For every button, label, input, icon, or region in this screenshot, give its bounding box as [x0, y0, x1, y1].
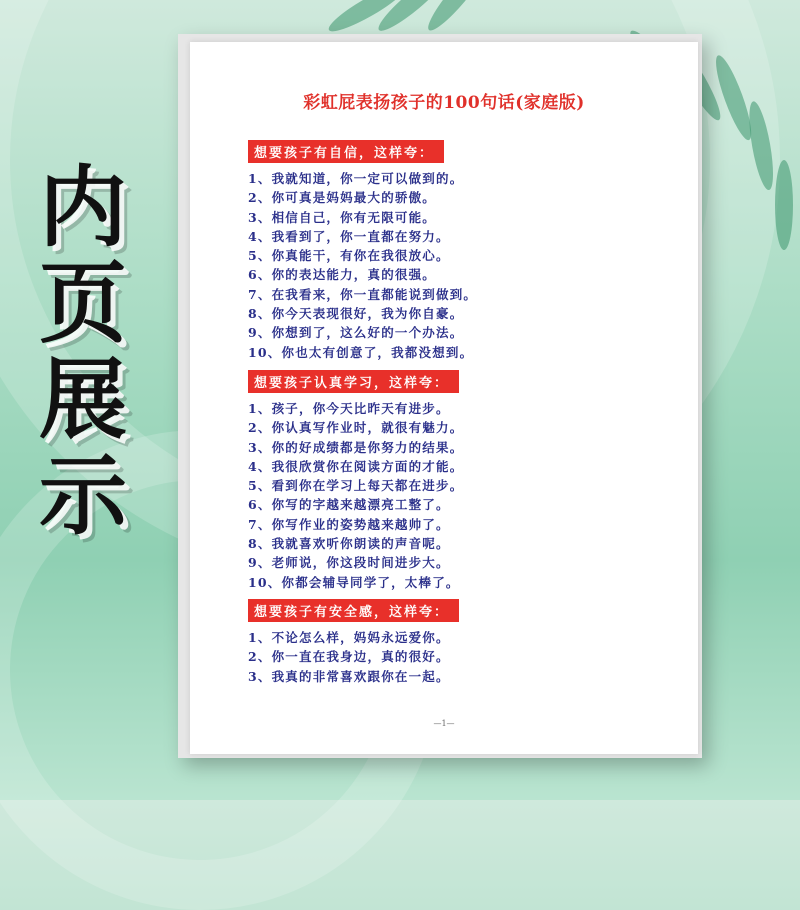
list-item: 7、你写作业的姿势越来越帅了。 — [248, 516, 450, 532]
list-item: 1、不论怎么样，妈妈永远爱你。 — [248, 630, 450, 645]
list-item: 3、你的好成绩都是你努力的结果。 — [248, 439, 464, 455]
list-item: 7、在我看来，你一直都能说到做到。 — [248, 286, 478, 302]
phrase-list — [248, 628, 459, 686]
side-title — [28, 156, 138, 547]
side-title-char: 示 — [38, 444, 127, 547]
list-item: 10、你也太有创意了，我都没想到。 — [248, 344, 474, 360]
list-item: 8、我就喜欢听你朗读的声音呢。 — [248, 536, 450, 552]
list-item: 5、看到你在学习上每天都在进步。 — [248, 478, 464, 494]
list-item: 2、你认真写作业时，就很有魅力。 — [248, 420, 464, 436]
list-item: 3、相信自己，你有无限可能。 — [248, 209, 436, 225]
section-confidence — [248, 140, 477, 362]
list-item: 4、我很欣赏你在阅读方面的才能。 — [248, 458, 464, 474]
section-heading: 想要孩子有自信，这样夸： — [248, 140, 444, 163]
list-item: 9、老师说，你这段时间进步大。 — [248, 555, 450, 571]
side-title-char: 内 — [38, 156, 127, 259]
list-item: 8、你今天表现很好，我为你自豪。 — [248, 306, 464, 322]
section-security — [248, 599, 459, 686]
list-item: 1、我就知道，你一定可以做到的。 — [248, 171, 464, 186]
side-title-char: 展 — [38, 348, 127, 451]
document-page — [190, 42, 698, 754]
section-heading: 想要孩子认真学习，这样夸： — [248, 370, 459, 393]
phrase-list — [248, 169, 477, 362]
list-item: 2、你一直在我身边，真的很好。 — [248, 649, 450, 665]
section-heading: 想要孩子有安全感，这样夸： — [248, 599, 459, 622]
list-item: 5、你真能干，有你在我很放心。 — [248, 248, 450, 264]
list-item: 6、你的表达能力，真的很强。 — [248, 267, 436, 283]
list-item: 9、你想到了，这么好的一个办法。 — [248, 325, 464, 341]
side-title-char: 页 — [38, 252, 127, 355]
document-title: 彩虹屁表扬孩子的100句话(家庭版) — [303, 93, 585, 113]
list-item: 4、我看到了，你一直都在努力。 — [248, 228, 450, 244]
list-item: 3、我真的非常喜欢跟你在一起。 — [248, 668, 450, 684]
list-item: 10、你都会辅导同学了，太棒了。 — [248, 574, 460, 590]
section-study — [248, 370, 463, 592]
list-item: 1、孩子，你今天比昨天有进步。 — [248, 401, 450, 416]
page-number: —1— — [433, 719, 455, 728]
phrase-list — [248, 399, 463, 592]
list-item: 6、你写的字越来越漂亮工整了。 — [248, 497, 450, 513]
list-item: 2、你可真是妈妈最大的骄傲。 — [248, 190, 436, 206]
